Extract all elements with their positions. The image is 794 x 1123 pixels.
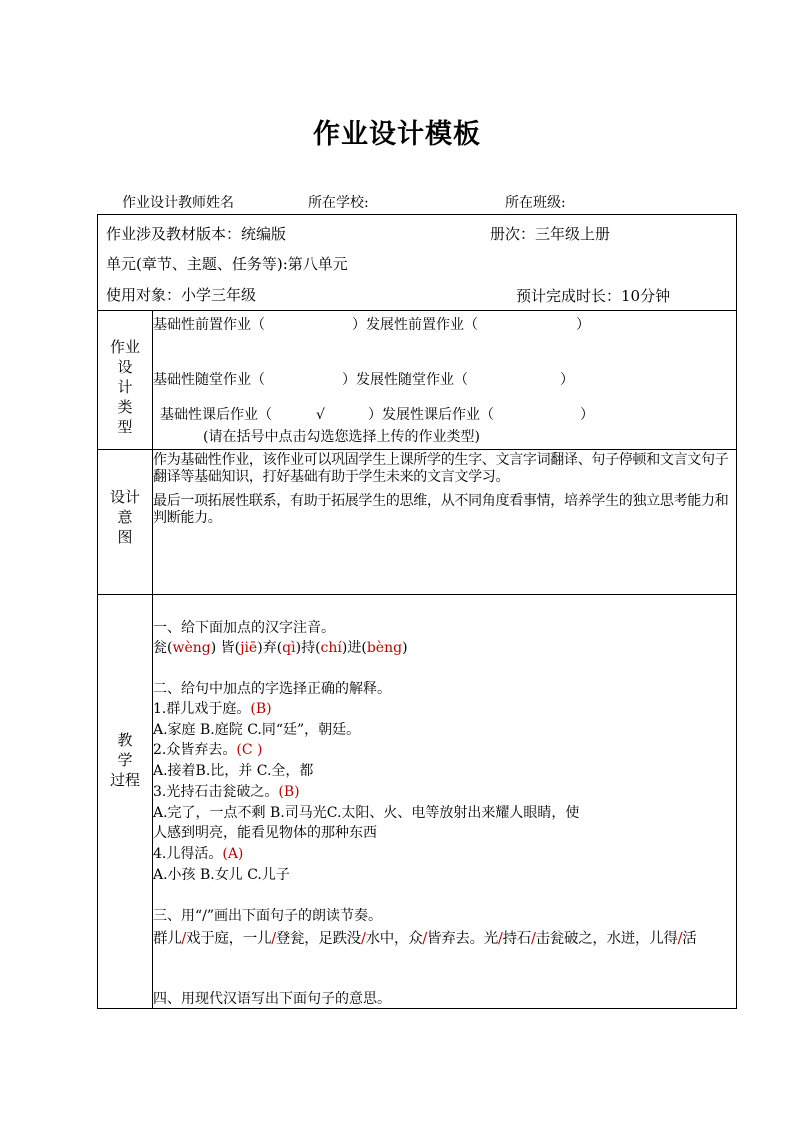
row-divider	[97, 449, 737, 450]
pre-dev-option[interactable]: ）发展性前置作业（	[352, 317, 478, 333]
q3-segment: 群儿	[153, 931, 182, 947]
q1-pinyin: jiē	[240, 640, 258, 656]
q3-pause-mark: /	[361, 931, 366, 947]
q3-segment: 击瓮破之，水迸，儿得	[535, 931, 678, 947]
q2-1-stem: 1.群儿戏于庭。	[153, 701, 251, 717]
row-divider	[97, 310, 737, 311]
volume: 册次：三年级上册	[490, 225, 611, 243]
q1-char: 皆	[220, 640, 235, 656]
class-close-paren: ）	[560, 372, 574, 388]
question-1-title: 一、给下面加点的汉字注音。	[153, 620, 335, 636]
page-title: 作业设计模板	[313, 119, 481, 150]
q3-pause-mark: /	[422, 931, 427, 947]
after-close-paren: ）	[580, 407, 594, 423]
label-line: 型	[117, 418, 133, 436]
question-2-2	[153, 740, 262, 760]
question-2-4	[153, 844, 243, 864]
q3-segment: 持石	[502, 931, 531, 947]
q3-pause-mark: /	[498, 931, 503, 947]
school-label: 所在学校:	[308, 195, 369, 211]
q1-char: 进	[347, 640, 362, 656]
q2-2-answer: (C )	[236, 742, 263, 758]
row-divider	[97, 594, 737, 595]
pre-basic-option[interactable]: 基础性前置作业（	[153, 317, 265, 333]
unit: 单元(章节、主题、任务等):第八单元	[106, 255, 348, 273]
q2-4-stem: 4.儿得活。	[153, 846, 223, 862]
question-2-title: 二、给句中加点的字选择正确的解释。	[153, 681, 391, 697]
label-line: 教	[117, 731, 133, 749]
question-4-title: 四、用现代汉语写出下面句子的意思。	[153, 991, 391, 1007]
intent-text-2: 最后一项拓展性联系，有助于拓展学生的思维，从不同角度看事情，培养学生的独立思考能力和判断能力。	[153, 493, 729, 526]
q1-char: 瓮	[153, 640, 167, 656]
q1-char: 持	[301, 640, 316, 656]
target-audience: 使用对象：小学三年级	[106, 286, 257, 304]
q3-segment: 戏于庭，一儿	[186, 931, 272, 947]
q2-3-stem: 3.光持石击瓮破之。	[153, 784, 279, 800]
q3-segment: 水中，众	[365, 931, 423, 947]
pre-close-paren: ）	[576, 317, 590, 333]
teacher-name-label: 作业设计教师姓名	[122, 195, 234, 211]
estimated-duration: 预计完成时长：10分钟	[516, 287, 671, 305]
question-3-text	[153, 929, 738, 949]
q1-pinyin: wèng	[172, 640, 211, 656]
q1-pinyin: bèng	[366, 640, 403, 656]
q2-3-answer: (B)	[278, 784, 300, 800]
q1-pinyin: qì	[282, 640, 296, 656]
process-section-label	[98, 730, 152, 790]
q3-pause-mark: /	[531, 931, 536, 947]
after-dev-option[interactable]: ）发展性课后作业（	[368, 407, 494, 423]
type-section-label	[98, 337, 152, 437]
after-basic-option[interactable]: 基础性课后作业（	[160, 407, 272, 423]
intent-text-1: 作为基础性作业，该作业可以巩固学生上课所学的生字、文言字词翻译、句子停顿和文言文句子翻译等基础知识，打好基础有助于学生未来的文言文学习。	[153, 452, 729, 485]
q2-4-answer: (A)	[222, 846, 244, 862]
q3-segment: 皆弃去。光	[427, 931, 498, 947]
label-line: 图	[117, 528, 133, 546]
q2-1-answer: (B)	[250, 701, 272, 717]
q3-segment: 登瓮，足跌没	[275, 931, 361, 947]
label-line: 设计	[109, 488, 140, 506]
column-divider	[152, 310, 153, 1009]
class-basic-option[interactable]: 基础性随堂作业（	[153, 372, 265, 388]
q3-pause-mark: /	[677, 931, 683, 947]
q3-pause-mark: /	[271, 931, 276, 947]
label-line: 过程	[109, 771, 140, 789]
label-line: 作业	[109, 338, 140, 356]
question-3-title: 三、用“/”画出下面句子的朗读节奏。	[153, 908, 383, 924]
intent-section-label	[98, 487, 152, 547]
textbook-version: 作业涉及教材版本：统编版	[106, 225, 287, 243]
question-2-1	[153, 699, 272, 719]
question-2-3	[153, 782, 300, 802]
q2-2-stem: 2.众皆弃去。	[153, 742, 237, 758]
q1-pinyin: chí	[320, 640, 342, 656]
q3-segment: 活	[682, 931, 697, 947]
question-2-4-options: A.小孩 B.女儿 C.儿子	[153, 867, 290, 883]
class-label: 所在班级:	[505, 195, 566, 211]
type-note: (请在括号中点击勾选您选择上传的作业类型)	[203, 429, 480, 445]
question-2-3-options: A.完了，一点不剩 B.司马光C.太阳、火、电等放射出来耀人眼睛，使	[153, 805, 580, 821]
label-line: 意	[117, 508, 133, 526]
q1-char: 弃	[262, 640, 277, 656]
label-line: 类	[117, 398, 133, 416]
check-mark-icon: √	[316, 407, 325, 423]
question-2-3-options-cont: 人感到明亮，能看见物体的那种东西	[153, 825, 377, 841]
class-dev-option[interactable]: ）发展性随堂作业（	[342, 372, 468, 388]
question-2-2-options: A.接着B.比，并 C.全，都	[153, 763, 314, 779]
question-2-1-options: A.家庭 B.庭院 C.同“廷”，朝廷。	[153, 722, 361, 738]
question-1-items: 瓮(wèng) 皆(jiē)弃(qì)持(chí)进(bèng)	[153, 640, 408, 656]
label-line: 学	[117, 751, 133, 769]
q3-pause-mark: /	[181, 931, 186, 947]
label-line: 计	[117, 378, 133, 396]
label-line: 设	[117, 358, 133, 376]
